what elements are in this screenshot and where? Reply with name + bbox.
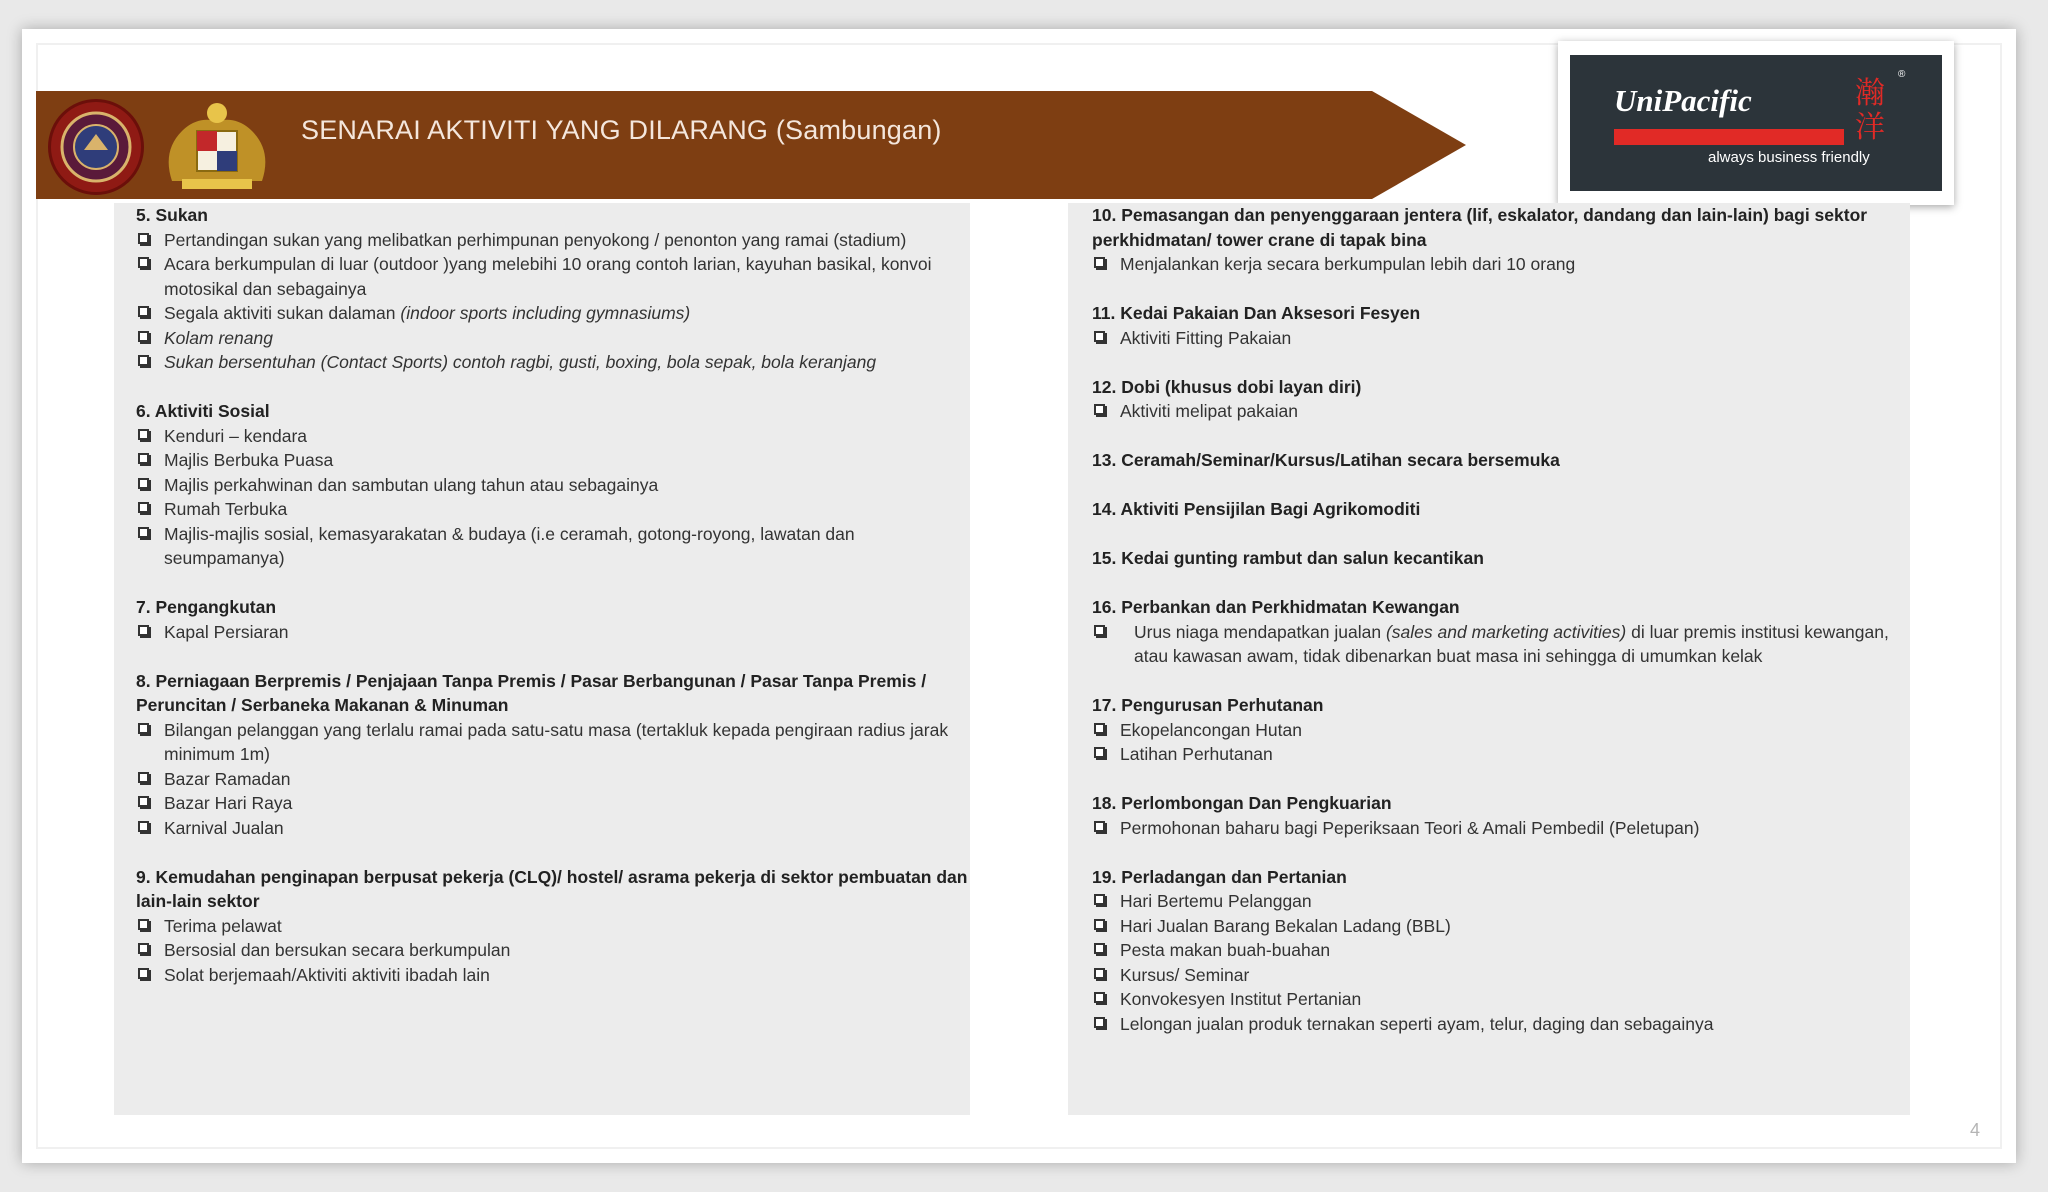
checkbox-bullet-icon [1094,968,1105,979]
section-kemudahan-penginapan [114,865,970,988]
coat-of-arms-icon [152,91,282,201]
checkbox-bullet-icon [138,821,149,832]
list-item: Kursus/ Seminar [1068,963,1910,988]
section-aktiviti-sosial [114,399,970,571]
list-item: Bazar Ramadan [114,767,970,792]
checkbox-bullet-icon [138,257,149,268]
section-title: 12. Dobi (khusus dobi layan diri) [1092,376,1362,397]
checkbox-bullet-icon [138,478,149,489]
list-item: Pertandingan sukan yang melibatkan perhimpunan penyokong / penonton yang ramai (stadium) [114,228,970,253]
list-item: Menjalankan kerja secara berkumpulan lebih dari 10 orang [1068,252,1910,277]
list-item: Kapal Persiaran [114,620,970,645]
checkbox-bullet-icon [138,453,149,464]
list-item: Majlis perkahwinan dan sambutan ulang tahun atau sebagainya [114,473,970,498]
section-title: 6. Aktiviti Sosial [136,401,270,421]
checkbox-bullet-icon [138,968,149,979]
list-item: Rumah Terbuka [114,497,970,522]
checkbox-bullet-icon [1094,747,1105,758]
checkbox-bullet-icon [138,331,149,342]
list-item: Bersosial dan bersukan secara berkumpulan [114,938,970,963]
list-item: Sukan bersentuhan (Contact Sports) contoh ragbi, gusti, boxing, bola sepak, bola keranjang [114,350,970,375]
section-perladangan [1068,865,1910,1037]
checkbox-bullet-icon [138,943,149,954]
list-item: Terima pelawat [114,914,970,939]
list-item: Kolam renang [114,326,970,351]
section-title: 9. Kemudahan penginapan berpusat pekerja (CLQ)/ hostel/ asrama pekerja di sektor pembuatan dan lain-lain sektor [136,866,968,911]
logo-name: UniPacific [1614,83,1752,118]
checkbox-bullet-icon [1094,919,1105,930]
section-pengangkutan [114,595,970,644]
checkbox-bullet-icon [138,233,149,244]
list-item: Ekopelancongan Hutan [1068,718,1910,743]
section-perniagaan [114,669,970,841]
section-ceramah [1068,448,1910,473]
checkbox-bullet-icon [138,306,149,317]
page-number: 4 [1970,1120,1981,1140]
checkbox-bullet-icon [1094,943,1105,954]
section-title: 5. Sukan [136,205,208,225]
checkbox-bullet-icon [138,502,149,513]
logo-chinese-text: 瀚洋 [1855,76,1885,145]
list-item: Permohonan baharu bagi Peperiksaan Teori & Amali Pembedil (Peletupan) [1068,816,1910,841]
section-title: 19. Perladangan dan Pertanian [1092,866,1347,887]
checkbox-bullet-icon [138,796,149,807]
section-title: 8. Perniagaan Berpremis / Penjajaan Tanpa Premis / Pasar Berbangunan / Pasar Tanpa Premis / Peruncitan / Serbaneka Makanan & Minuman [136,670,927,715]
list-item: Aktiviti Fitting Pakaian [1068,326,1910,351]
list-item: Kenduri – kendara [114,424,970,449]
left-panel [114,203,970,1115]
section-pensijilan [1068,497,1910,522]
section-perhutanan [1068,693,1910,767]
section-title: 18. Perlombongan Dan Pengkuarian [1092,793,1392,813]
section-perlombongan [1068,791,1910,840]
checkbox-bullet-icon [1094,331,1105,342]
logo-tagline: always business friendly [1708,149,1870,166]
section-title: 15. Kedai gunting rambut dan salun kecantikan [1092,548,1484,568]
checkbox-bullet-icon [1094,257,1105,268]
list-item: Latihan Perhutanan [1068,742,1910,767]
list-item: Majlis-majlis sosial, kemasyarakatan & budaya (i.e ceramah, gotong-royong, lawatan dan seumpamanya) [114,522,970,571]
checkbox-bullet-icon [138,772,149,783]
section-pemasangan-jentera [1068,203,1910,277]
list-item: Urus niaga mendapatkan jualan (sales and marketing activities) di luar premis institusi kewangan, atau kawasan awam, tidak dibenarkan buat masa ini sehingga di umumkan kelak [1068,620,1910,669]
section-title: 10. Pemasangan dan penyenggaraan jentera (lif, eskalator, dandang dan lain-lain) bagi sektor perkhidmatan/ tower crane di tapak bina [1092,205,1868,250]
checkbox-bullet-icon [138,527,149,538]
list-item: Lelongan jualan produk ternakan seperti ayam, telur, daging dan sebagainya [1068,1012,1910,1037]
logo-bar [1614,129,1844,145]
list-item: Bazar Hari Raya [114,791,970,816]
section-title: 13. Ceramah/Seminar/Kursus/Latihan secara bersemuka [1092,450,1560,470]
checkbox-bullet-icon [1094,821,1105,832]
checkbox-bullet-icon [1094,625,1105,636]
list-item: Aktiviti melipat pakaian [1068,399,1910,424]
list-item: Solat berjemaah/Aktiviti aktiviti ibadah lain [114,963,970,988]
checkbox-bullet-icon [1094,1017,1105,1028]
list-item: Hari Bertemu Pelanggan [1068,889,1910,914]
section-title: 16. Perbankan dan Perkhidmatan Kewangan [1092,597,1460,617]
section-title: 14. Aktiviti Pensijilan Bagi Agrikomoditi [1092,499,1421,519]
checkbox-bullet-icon [138,723,149,734]
checkbox-bullet-icon [138,625,149,636]
section-gunting-rambut [1068,546,1910,571]
checkbox-bullet-icon [1094,723,1105,734]
list-item: Majlis Berbuka Puasa [114,448,970,473]
list-item: Acara berkumpulan di luar (outdoor )yang melebihi 10 orang contoh larian, kayuhan basikal, konvoi motosikal dan sebagainya [114,252,970,301]
section-kedai-pakaian [1068,301,1910,350]
checkbox-bullet-icon [138,429,149,440]
checkbox-bullet-icon [1094,404,1105,415]
list-item: Konvokesyen Institut Pertanian [1068,987,1910,1012]
checkbox-bullet-icon [138,355,149,366]
list-item: Pesta makan buah-buahan [1068,938,1910,963]
checkbox-bullet-icon [138,919,149,930]
checkbox-bullet-icon [1094,894,1105,905]
list-item: Hari Jualan Barang Bekalan Ladang (BBL) [1068,914,1910,939]
list-item: Karnival Jualan [114,816,970,841]
section-dobi [1068,375,1910,424]
section-perbankan [1068,595,1910,669]
section-title: 7. Pengangkutan [136,597,277,617]
section-title: 11. Kedai Pakaian Dan Aksesori Fesyen [1092,303,1421,323]
list-item: Segala aktiviti sukan dalaman (indoor sports including gymnasiums) [114,301,970,326]
unipacific-logo [1558,41,1954,205]
section-sukan [114,203,970,375]
section-title: 17. Pengurusan Perhutanan [1092,695,1324,715]
agency-seal-icon [48,99,144,195]
list-item: Bilangan pelanggan yang terlalu ramai pada satu-satu masa (tertakluk kepada pengiraan radius jarak minimum 1m) [114,718,970,767]
page-title: SENARAI AKTIVITI YANG DILARANG (Sambungan) [301,115,942,145]
right-panel [1068,203,1910,1115]
checkbox-bullet-icon [1094,992,1105,1003]
registered-mark: ® [1898,69,1906,80]
